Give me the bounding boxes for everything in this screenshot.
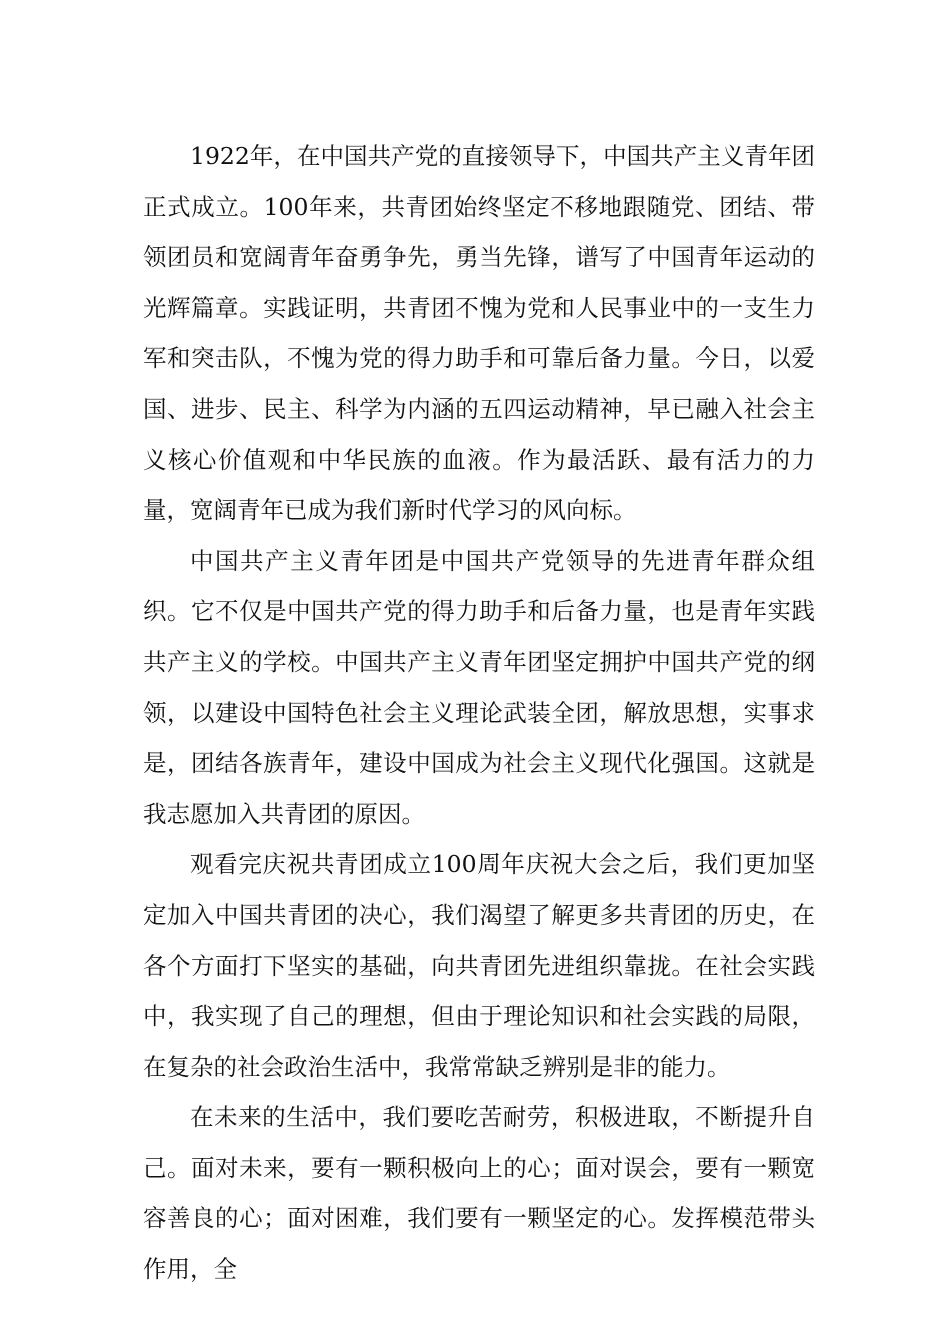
paragraph-1: 1922年，在中国共产党的直接领导下，中国共产主义青年团正式成立。100年来，共青团始终坚定不移地跟随党、团结、带领团员和宽阔青年奋勇争先，勇当先锋，谱写了中国青年运动的光辉篇章。实践证明，共青团不愧为党和人民事业中的一支生力军和突击队，不愧为党的得力助手和可靠后备力量。今日，以爱国、进步、民主、科学为内涵的五四运动精神，早已融入社会主义核心价值观和中华民族的血液。作为最活跃、最有活力的力量，宽阔青年已成为我们新时代学习的风向标。 <box>143 142 815 525</box>
document-body <box>143 131 815 1295</box>
paragraph-3: 观看完庆祝共青团成立100周年庆祝大会之后，我们更加坚定加入中国共青团的决心，我们渴望了解更多共青团的历史，在各个方面打下坚实的基础，向共青团先进组织靠拢。在社会实践中，我实现了自己的理想，但由于理论知识和社会实践的局限，在复杂的社会政治生活中，我常常缺乏辨别是非的能力。 <box>143 850 815 1081</box>
paragraph-2: 中国共产主义青年团是中国共产党领导的先进青年群众组织。它不仅是中国共产党的得力助手和后备力量，也是青年实践共产主义的学校。中国共产主义青年团坚定拥护中国共产党的纲领，以建设中国特色社会主义理论武装全团，解放思想，实事求是，团结各族青年，建设中国成为社会主义现代化强国。这就是我志愿加入共青团的原因。 <box>143 546 815 828</box>
paragraph-4: 在未来的生活中，我们要吃苦耐劳，积极进取，不断提升自己。面对未来，要有一颗积极向上的心；面对误会，要有一颗宽容善良的心；面对困难，我们要有一颗坚定的心。发挥模范带头作用，全 <box>143 1103 815 1284</box>
